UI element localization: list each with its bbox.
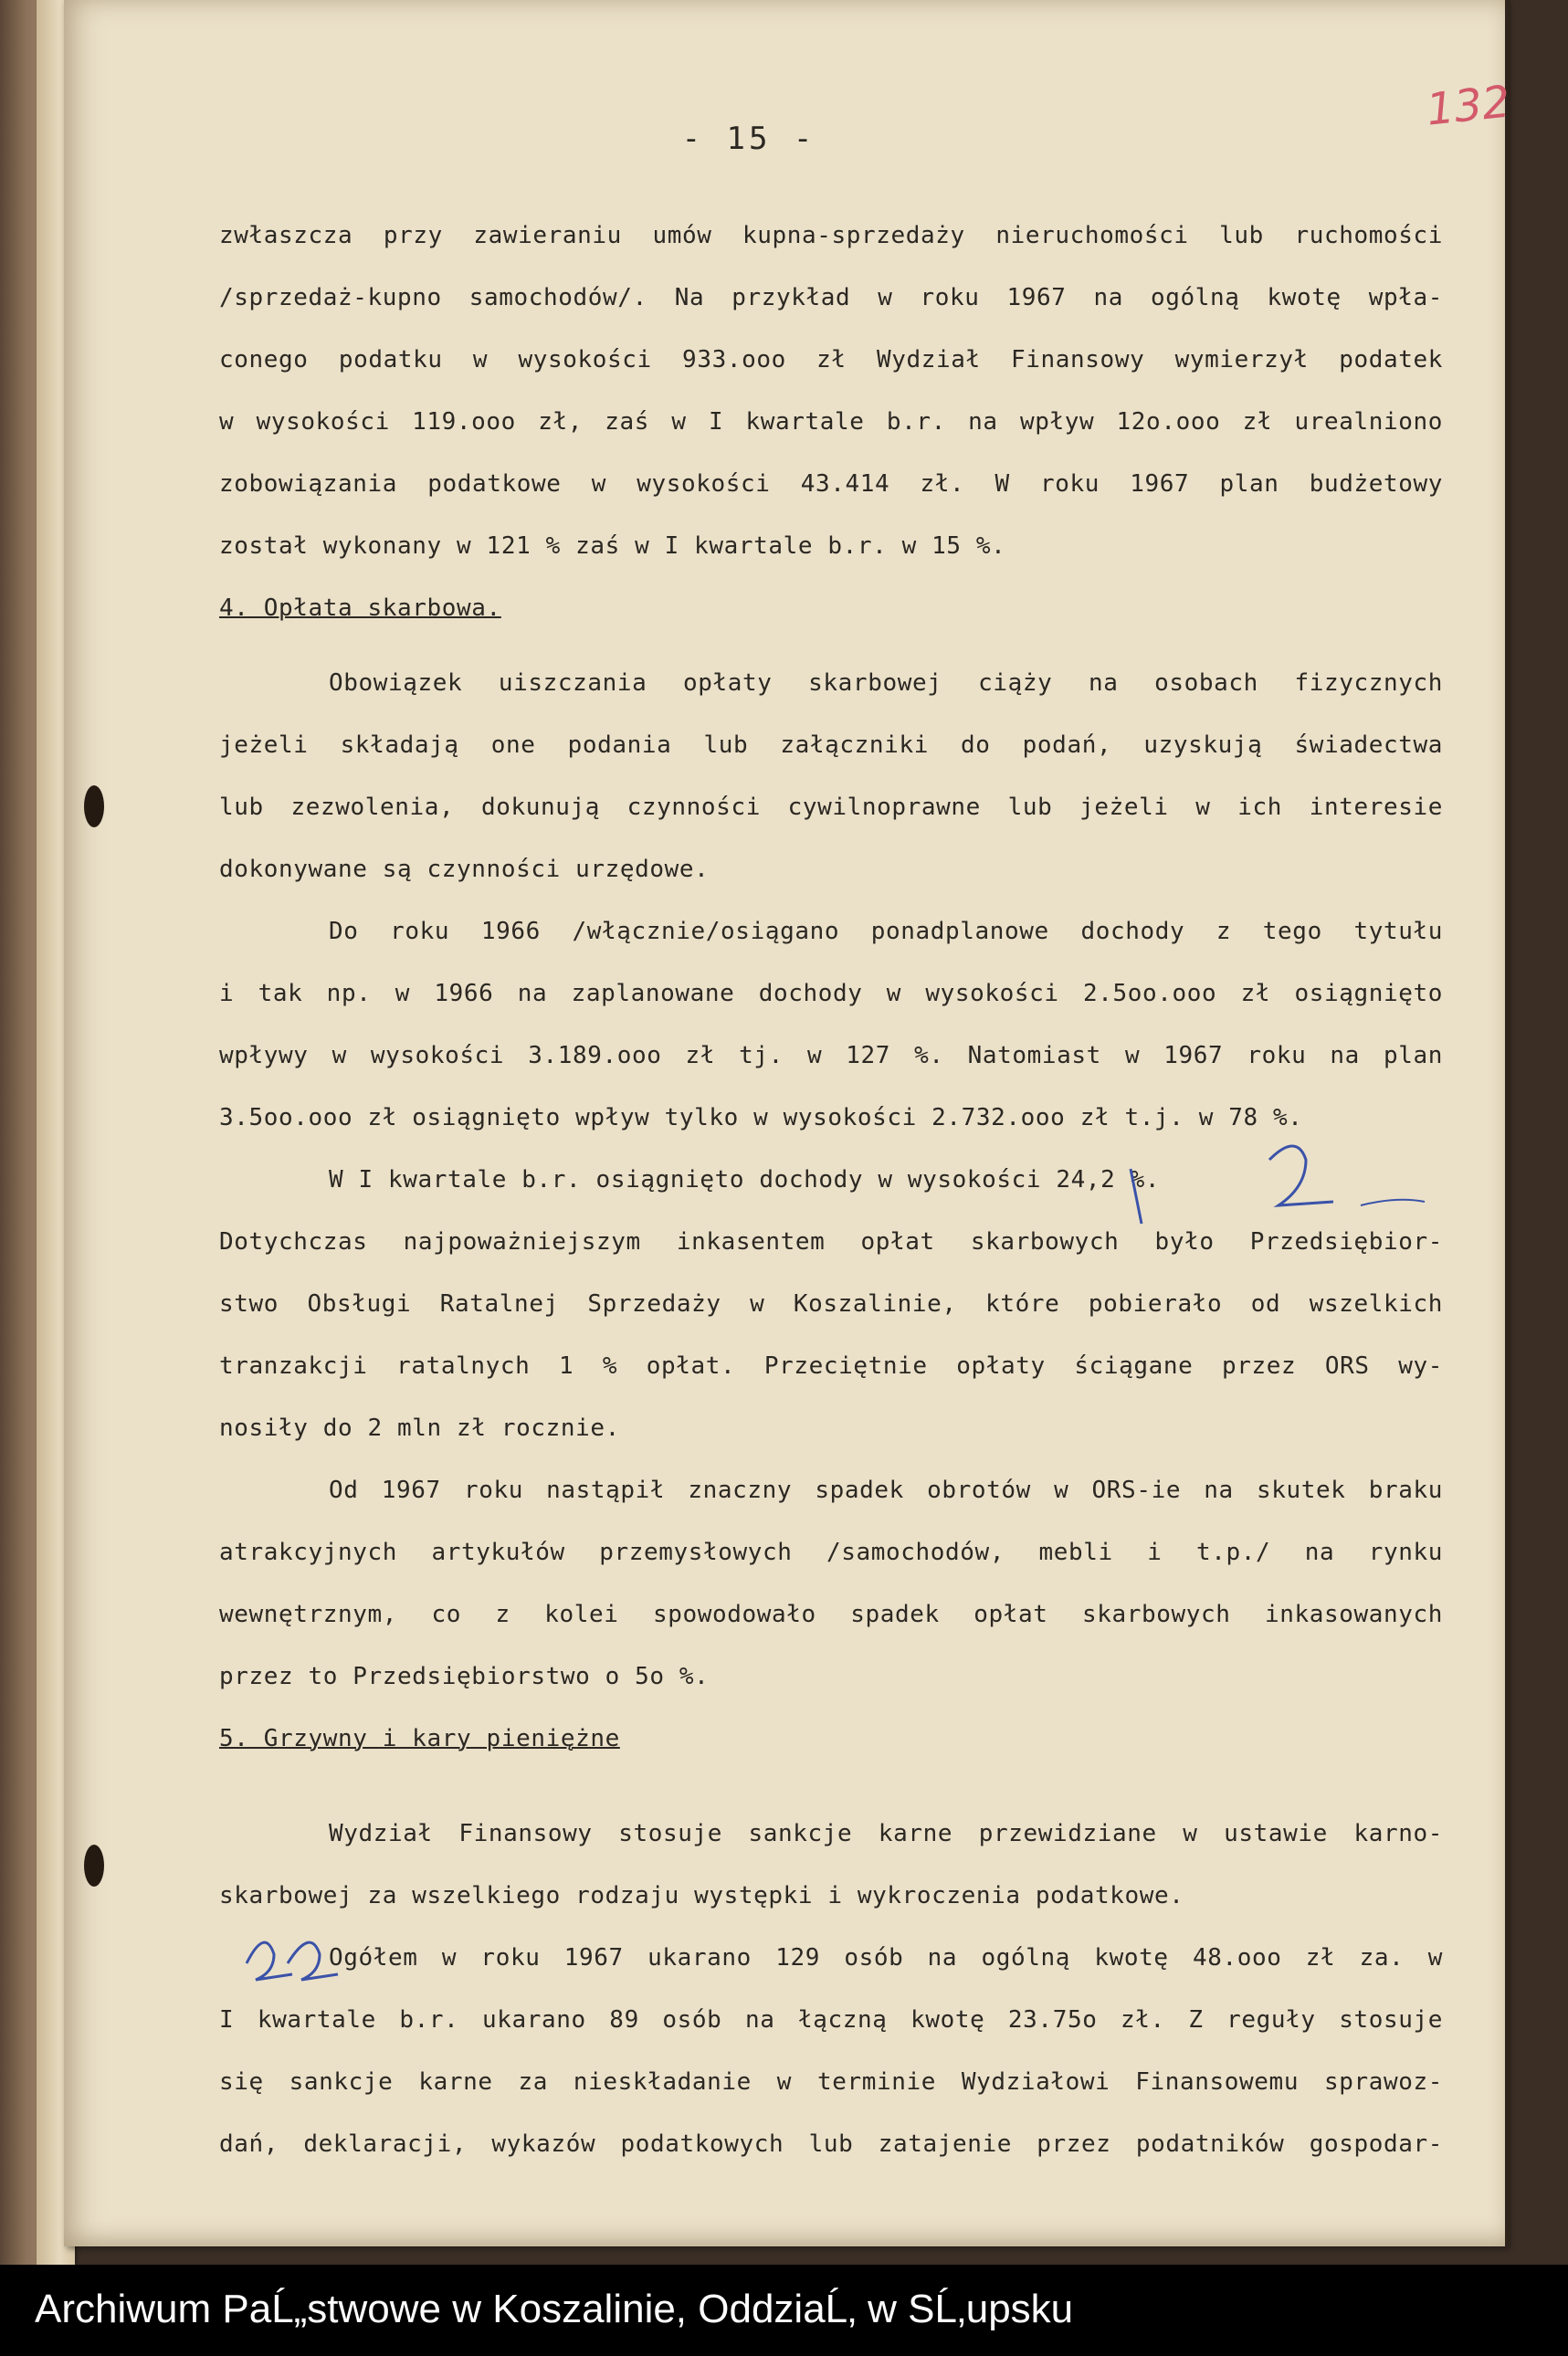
archive-footer-bar bbox=[0, 2265, 1568, 2356]
text-line: 3.5oo.ooo zł osiągnięto wpływ tylko w wysokości 2.732.ooo zł t.j. w 78 %. bbox=[219, 1104, 1303, 1131]
punch-hole bbox=[84, 785, 104, 827]
text-line: wpływy w wysokości 3.189.ooo zł tj. w 127 %. Natomiast w 1967 roku na plan bbox=[219, 1042, 1443, 1069]
text-line: I kwartale b.r. ukarano 89 osób na łączną kwotę 23.75o zł. Z reguły stosuje bbox=[219, 2006, 1443, 2034]
text-line: Obowiązek uiszczania opłaty skarbowej ciąży na osobach fizycznych bbox=[329, 669, 1443, 697]
text-line: zobowiązania podatkowe w wysokości 43.414 zł. W roku 1967 plan budżetowy bbox=[219, 470, 1443, 498]
text-line: został wykonany w 121 % zaś w I kwartale b.r. w 15 %. bbox=[219, 532, 1006, 560]
text-line: nosiły do 2 mln zł rocznie. bbox=[219, 1415, 620, 1442]
section-heading-5: 5. Grzywny i kary pieniężne bbox=[219, 1725, 620, 1752]
paragraph-block-3 bbox=[219, 1803, 1443, 2175]
text-line: dokonywane są czynności urzędowe. bbox=[219, 856, 710, 883]
handwritten-margin-mark bbox=[237, 1918, 347, 1991]
text-line: stwo Obsługi Ratalnej Sprzedaży w Koszalinie, które pobierało od wszelkich bbox=[219, 1290, 1443, 1318]
paragraph-block-1 bbox=[219, 205, 1443, 639]
text-line: wewnętrznym, co z kolei spowodowało spadek opłat skarbowych inkasowanych bbox=[219, 1601, 1443, 1628]
text-line: przez to Przedsiębiorstwo o 5o %. bbox=[219, 1663, 710, 1690]
text-line: Do roku 1966 /włącznie/osiągano ponadplanowe dochody z tego tytułu bbox=[329, 918, 1443, 945]
text-line: atrakcyjnych artykułów przemysłowych /samochodów, mebli i t.p./ na rynku bbox=[219, 1539, 1443, 1566]
text-line: skarbowej za wszelkiego rodzaju występki i wykroczenia podatkowe. bbox=[219, 1882, 1184, 1909]
text-line: dań, deklaracji, wykazów podatkowych lub zatajenie przez podatników gospodar- bbox=[219, 2130, 1443, 2158]
text-line: jeżeli składają one podania lub załączniki do podań, uzyskują świadectwa bbox=[219, 731, 1443, 759]
text-line: Dotychczas najpoważniejszym inkasentem opłat skarbowych było Przedsiębior- bbox=[219, 1228, 1443, 1256]
text-line: conego podatku w wysokości 933.ooo zł Wydział Finansowy wymierzył podatek bbox=[219, 346, 1443, 373]
text-line: tranzakcji ratalnych 1 % opłat. Przeciętnie opłaty ściągane przez ORS wy- bbox=[219, 1352, 1443, 1380]
text-line: Od 1967 roku nastąpił znaczny spadek obrotów w ORS-ie na skutek braku bbox=[329, 1477, 1443, 1504]
text-line: się sankcje karne za nieskładanie w terminie Wydziałowi Finansowemu sprawoz- bbox=[219, 2068, 1443, 2096]
text-line: W I kwartale b.r. osiągnięto dochody w wysokości 24,2 %. bbox=[329, 1166, 1161, 1194]
page-right-edge bbox=[1505, 0, 1510, 2248]
text-line: zwłaszcza przy zawieraniu umów kupna-sprzedaży nieruchomości lub ruchomości bbox=[219, 222, 1443, 249]
page-number: - 15 - bbox=[681, 121, 816, 157]
archive-folio-number: 132 bbox=[1424, 76, 1513, 136]
text-line: i tak np. w 1966 na zaplanowane dochody w wysokości 2.5oo.ooo zł osiągnięto bbox=[219, 980, 1443, 1007]
text-line: Ogółem w roku 1967 ukarano 129 osób na ogólną kwotę 48.ooo zł za. w bbox=[329, 1944, 1443, 1972]
archive-footer-text: Archiwum PaĹ„stwowe w Koszalinie, OddziaĹ‚ w SĹ‚upsku bbox=[35, 2287, 1074, 2331]
punch-hole bbox=[84, 1845, 104, 1887]
text-line: lub zezwolenia, dokunują czynności cywilnoprawne lub jeżeli w ich interesie bbox=[219, 794, 1443, 821]
text-line: /sprzedaż-kupno samochodów/. Na przykład w roku 1967 na ogólną kwotę wpła- bbox=[219, 284, 1443, 311]
handwritten-bracket-mark bbox=[1123, 1132, 1434, 1233]
text-line: w wysokości 119.ooo zł, zaś w I kwartale b.r. na wpływ 12o.ooo zł urealniono bbox=[219, 408, 1443, 436]
section-heading-4: 4. Opłata skarbowa. bbox=[219, 594, 501, 622]
text-line: Wydział Finansowy stosuje sankcje karne przewidziane w ustawie karno- bbox=[329, 1820, 1443, 1847]
